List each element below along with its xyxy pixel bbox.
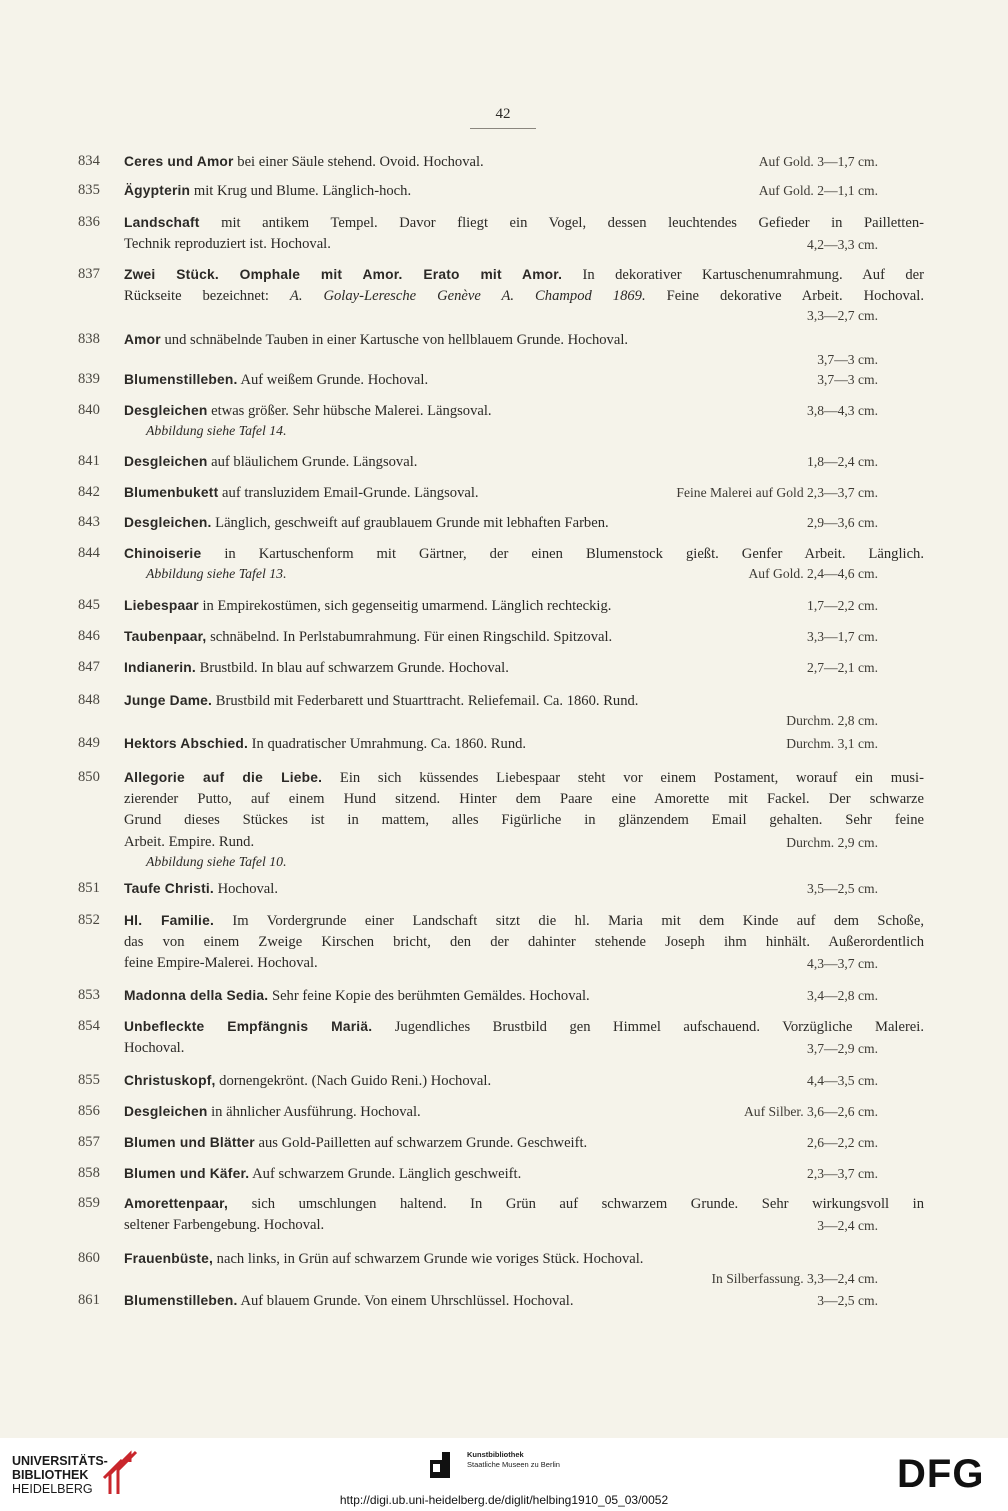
entry-text-wrap (124, 1251, 643, 1267)
entry-description: Brustbild mit Federbarett und Stuarttracht. Reliefemail. Ca. 1860. Rund. (212, 693, 639, 709)
entry-text-line (124, 1132, 924, 1154)
entry-text-line (124, 1193, 924, 1215)
entry-measurement: 2,6—2,2 cm. (807, 1135, 878, 1150)
entry-measurement: 2,9—3,6 cm. (807, 515, 878, 530)
entry-text-line (124, 451, 924, 473)
entry-text-line (124, 543, 924, 565)
page-number: 42 (495, 106, 511, 122)
entry-text-line (124, 512, 924, 534)
entry-text-wrap (124, 1135, 587, 1151)
entry-text-line (124, 767, 924, 789)
entry-text-line (124, 1163, 924, 1185)
entry-text-line (124, 1038, 924, 1060)
entry-number: 849 (78, 735, 100, 751)
entry-description: seltener Farbengebung. Hochoval. (124, 1216, 325, 1233)
entry-description: Arbeit. Empire. Rund. (124, 833, 255, 850)
entry-title: Frauenbüste, (124, 1251, 214, 1266)
entry-title: Hektors Abschied. (124, 736, 249, 751)
entry-text-wrap (124, 1217, 324, 1233)
entry-description: in ähnlicher Ausführung. Hochoval. (207, 1104, 421, 1120)
entry-text-line (124, 878, 924, 900)
entry-measurement-line (124, 1270, 924, 1288)
entry-number: 843 (78, 514, 100, 530)
entry-description: mit Krug und Blume. Länglich-hoch. (190, 183, 412, 199)
entry-text-line (124, 286, 924, 308)
entry-measurement: 3,4—2,8 cm. (807, 988, 878, 1003)
entry-text-line (124, 810, 924, 832)
catalog-entry (78, 369, 924, 391)
entry-description: in Empirekostümen, sich gegenseitig umarmend. Länglich rechteckig. (198, 598, 612, 614)
footer-bar (0, 1438, 1008, 1511)
entry-measurement: 4,2—3,3 cm. (807, 236, 878, 252)
entry-number: 837 (78, 266, 100, 282)
entry-title: Blumenbukett (124, 485, 219, 500)
entry-text-line (124, 1016, 924, 1038)
entry-description: sich umschlungen haltend. In Grün auf schwarzem Grunde. Sehr wirkungsvoll in (228, 1196, 924, 1212)
entry-text-wrap (124, 154, 484, 170)
entry-title: Landschaft (124, 215, 200, 230)
entry-text-line (124, 180, 924, 202)
entry-text-line (124, 690, 924, 712)
entry-measurement: Durchm. 2,8 cm. (786, 712, 878, 728)
entry-text-line (124, 234, 924, 256)
entry-measurement: 2,3—3,7 cm. (807, 1166, 878, 1181)
catalog-entry (78, 180, 924, 202)
entry-measurement: 3,7—2,9 cm. (807, 1040, 878, 1056)
entry-text-line (124, 400, 924, 422)
entry-text-wrap (124, 934, 924, 950)
entry-text-wrap (124, 913, 924, 929)
entry-measurement: 3—2,4 cm. (817, 1217, 878, 1233)
entry-measurement: Auf Gold. 3—1,7 cm. (758, 154, 878, 169)
entry-measurement: 3,7—3 cm. (817, 351, 878, 367)
entry-text-wrap (124, 1040, 184, 1056)
ub-heidelberg-emblem-icon (100, 1448, 140, 1498)
entry-measurement: 1,8—2,4 cm. (807, 454, 878, 469)
entry-text-wrap (124, 403, 492, 419)
ub-heidelberg-logo-text[interactable] (12, 1454, 108, 1496)
entry-text-line (124, 264, 924, 286)
entry-measurement: 3,5—2,5 cm. (807, 881, 878, 896)
entry-text-line (124, 212, 924, 234)
entry-number: 844 (78, 545, 100, 561)
entry-measurement: 2,7—2,1 cm. (807, 660, 878, 675)
catalog-entry (78, 264, 924, 325)
catalog-entry (78, 329, 924, 369)
entry-title: Ceres und Amor (124, 154, 234, 169)
entry-description: In dekorativer Kartuschenumrahmung. Auf der (562, 267, 924, 283)
catalog-entry (78, 985, 924, 1007)
catalog-entry (78, 767, 924, 871)
entry-title: Zwei Stück. Omphale mit Amor. Erato mit Amor. (124, 267, 563, 282)
entry-title: Hl. Familie. (124, 913, 214, 928)
entry-text-line (124, 932, 924, 954)
entry-measurement: Auf Gold. 2—1,1 cm. (758, 183, 878, 198)
entry-inscription: A. Golay-Leresche Genève A. Champod 1869. (289, 287, 646, 304)
entry-text-wrap (124, 267, 924, 283)
entry-number: 852 (78, 912, 100, 928)
entry-title: Blumenstilleben. (124, 1293, 238, 1308)
entry-measurement-line (124, 712, 924, 730)
entry-description: schnäbelnd. In Perlstabumrahmung. Für einen Ringschild. Spitzoval. (206, 629, 613, 645)
catalog-entry (78, 1163, 924, 1185)
entry-text-wrap (124, 1104, 421, 1120)
entry-text-line (124, 1215, 924, 1237)
entry-description: dornengekrönt. (Nach Guido Reni.) Hochoval. (215, 1073, 492, 1089)
entry-text-wrap (124, 660, 509, 676)
entry-number: 851 (78, 880, 100, 896)
entry-title: Amor (124, 332, 161, 347)
entry-description: Auf weißem Grunde. Hochoval. (237, 372, 429, 388)
entry-title: Christuskopf, (124, 1073, 216, 1088)
entry-text-line (124, 733, 924, 755)
entry-description: aus Gold-Pailletten auf schwarzem Grunde. Geschweift. (254, 1135, 588, 1151)
entry-text-wrap (124, 988, 590, 1004)
catalog-entry (78, 657, 924, 679)
catalog-entry (78, 451, 924, 473)
entry-measurement: Durchm. 3,1 cm. (786, 736, 878, 751)
entry-description: Sehr feine Kopie des berühmten Gemäldes. Hochoval. (268, 988, 590, 1004)
entry-title: Desgleichen (124, 1104, 208, 1119)
entry-text-wrap (124, 770, 924, 786)
entry-text-wrap (124, 372, 428, 388)
entry-number: 856 (78, 1103, 100, 1119)
entry-text-line (124, 657, 924, 679)
catalog-entry (78, 690, 924, 730)
entry-description: Hochoval. (124, 1039, 185, 1056)
entry-description: Ein sich küssendes Liebespaar steht vor einem Postament, worauf ein musi- (322, 770, 924, 786)
entry-number: 850 (78, 769, 100, 785)
entry-text-line (124, 910, 924, 932)
entry-title: Unbefleckte Empfängnis Mariä. (124, 1019, 373, 1034)
catalog-entry (78, 400, 924, 440)
entry-number: 854 (78, 1018, 100, 1034)
entry-number: 839 (78, 371, 100, 387)
entry-title: Taufe Christi. (124, 881, 214, 896)
entry-number: 840 (78, 402, 100, 418)
entry-text-line (124, 1248, 924, 1270)
entry-text-wrap (124, 546, 924, 562)
entry-title: Blumen und Blätter (124, 1135, 255, 1150)
entry-text-wrap (124, 454, 417, 470)
entry-number: 835 (78, 182, 100, 198)
ub-line-1: UNIVERSITÄTS- (12, 1454, 108, 1468)
entry-measurement-line (124, 351, 924, 369)
catalog-entry (78, 733, 924, 755)
entry-text-wrap (124, 598, 611, 614)
entry-measurement: Feine Malerei auf Gold 2,3—3,7 cm. (676, 485, 878, 500)
entry-description: etwas größer. Sehr hübsche Malerei. Längsoval. (207, 403, 492, 419)
entry-text-line (124, 832, 924, 854)
entry-text-line (124, 626, 924, 648)
entry-text-line (124, 369, 924, 391)
entry-text-wrap (124, 955, 318, 971)
entry-text-wrap (124, 183, 411, 199)
ub-line-3: HEIDELBERG (12, 1482, 93, 1496)
entry-description: Rückseite bezeichnet: (124, 287, 290, 304)
entry-description: in Kartuschenform mit Gärtner, der einen Blumenstock gießt. Genfer Arbeit. Länglich. (201, 546, 924, 562)
entry-text-wrap (124, 881, 278, 897)
entry-title: Desgleichen. (124, 515, 212, 530)
entry-measurement: Durchm. 2,9 cm. (786, 834, 878, 850)
entry-text-wrap (124, 1019, 924, 1035)
entry-text-wrap (124, 1196, 924, 1212)
catalog-entry (78, 910, 924, 975)
entry-number: 838 (78, 331, 100, 347)
entry-text-line (124, 595, 924, 617)
entry-description: Jugendliches Brustbild gen Himmel aufschauend. Vorzügliche Malerei. (372, 1019, 924, 1035)
entry-text-wrap (124, 736, 526, 752)
page-number-rule (470, 128, 536, 129)
entry-title: Indianerin. (124, 660, 196, 675)
entry-text-wrap (124, 215, 924, 231)
entry-number: 857 (78, 1134, 100, 1150)
entry-text-wrap (124, 515, 609, 531)
entry-description: Auf blauem Grunde. Von einem Uhrschlüssel. Hochoval. (237, 1293, 574, 1309)
figure-reference (124, 422, 924, 440)
catalog-entry (78, 1070, 924, 1092)
entry-title: Blumenstilleben. (124, 372, 238, 387)
entry-number: 860 (78, 1250, 100, 1266)
entry-number: 842 (78, 484, 100, 500)
entry-description: mit antikem Tempel. Davor fliegt ein Vogel, dessen leuchtendes Gefieder in Pailletten- (199, 215, 924, 231)
kunstbibliothek-logo-icon (430, 1452, 450, 1482)
entry-description: Feine dekorative Arbeit. Hochoval. (645, 287, 924, 304)
catalog-entry (78, 212, 924, 255)
catalog-entry (78, 1016, 924, 1059)
entry-text-line (124, 329, 924, 351)
dfg-logo[interactable]: DFG (897, 1452, 985, 1496)
entry-text-wrap (124, 1073, 491, 1089)
entry-number: 847 (78, 659, 100, 675)
catalog-entry (78, 1132, 924, 1154)
entry-title: Amorettenpaar, (124, 1196, 229, 1211)
entry-number: 858 (78, 1165, 100, 1181)
entry-text-wrap (124, 812, 924, 828)
entry-measurement: 4,3—3,7 cm. (807, 956, 878, 971)
entry-measurement: In Silberfassung. 3,3—2,4 cm. (711, 1270, 878, 1286)
entry-description: In quadratischer Umrahmung. Ca. 1860. Rund. (248, 736, 527, 752)
catalog-entry (78, 151, 924, 173)
entry-measurement: 3—2,5 cm. (817, 1293, 878, 1308)
figure-reference (124, 565, 924, 583)
catalog-entry (78, 1193, 924, 1236)
entry-measurement: 3,7—3 cm. (817, 372, 878, 387)
entry-measurement: 3,8—4,3 cm. (807, 403, 878, 418)
entry-number: 859 (78, 1195, 100, 1211)
entry-text-wrap (124, 485, 479, 501)
entry-description: feine Empire-Malerei. Hochoval. (124, 955, 318, 971)
entry-measurement: Auf Gold. 2,4—4,6 cm. (748, 565, 878, 581)
entry-text-wrap (124, 236, 331, 252)
entry-description: nach links, in Grün auf schwarzem Grunde wie voriges Stück. Hochoval. (213, 1251, 644, 1267)
entry-title: Blumen und Käfer. (124, 1166, 250, 1181)
entry-title: Desgleichen (124, 454, 208, 469)
catalog-entry (78, 1248, 924, 1288)
kunstbibliothek-text[interactable] (467, 1450, 560, 1470)
catalog-entry (78, 543, 924, 583)
catalog-entry (78, 878, 924, 900)
entry-text-wrap (124, 791, 924, 807)
entry-title: Taubenpaar, (124, 629, 207, 644)
entry-text-line (124, 953, 924, 975)
entry-text-wrap (124, 288, 924, 304)
entry-text-line (124, 1101, 924, 1123)
entry-measurement: Auf Silber. 3,6—2,6 cm. (743, 1104, 878, 1119)
entry-number: 846 (78, 628, 100, 644)
entry-text-line (124, 1290, 924, 1312)
entry-measurement: 1,7—2,2 cm. (807, 598, 878, 613)
entry-text-line (124, 1070, 924, 1092)
entry-title: Allegorie auf die Liebe. (124, 770, 323, 785)
entry-number: 853 (78, 987, 100, 1003)
figure-reference-text: Abbildung siehe Tafel 14. (146, 422, 287, 438)
entry-description: Technik reproduziert ist. Hochoval. (124, 235, 331, 252)
entry-title: Madonna della Sedia. (124, 988, 269, 1003)
entry-description: Im Vordergrunde einer Landschaft sitzt die hl. Maria mit dem Kinde auf dem Schoße, (214, 913, 924, 929)
entry-text-wrap (124, 834, 254, 850)
entry-text-line (124, 985, 924, 1007)
catalog-entry (78, 626, 924, 648)
catalog-entry (78, 1101, 924, 1123)
entry-title: Junge Dame. (124, 693, 213, 708)
catalog-entry (78, 512, 924, 534)
page-url[interactable]: http://digi.ub.uni-heidelberg.de/diglit/helbing1910_05_03/0052 (339, 1493, 669, 1507)
catalog-entry (78, 482, 924, 504)
figure-reference (124, 853, 924, 871)
figure-reference-text: Abbildung siehe Tafel 13. (146, 565, 287, 581)
entry-description: und schnäbelnde Tauben in einer Kartusche von hellblauem Grunde. Hochoval. (160, 332, 629, 348)
entry-text-wrap (124, 332, 628, 348)
entry-measurement: 4,4—3,5 cm. (807, 1073, 878, 1088)
entry-number: 848 (78, 692, 100, 708)
entry-description: Grund dieses Stückes ist in mattem, alles Figürliche in glänzendem Email gehalten. Sehr feine (124, 812, 924, 828)
entry-description: Länglich, geschweift auf graublauem Grunde mit lebhaften Farben. (211, 515, 609, 531)
entry-description: auf bläulichem Grunde. Längsoval. (207, 454, 418, 470)
entry-text-wrap (124, 1166, 521, 1182)
kb-line-2: Staatliche Museen zu Berlin (467, 1460, 560, 1469)
entry-number: 861 (78, 1292, 100, 1308)
entry-description: Brustbild. In blau auf schwarzem Grunde. Hochoval. (195, 660, 509, 676)
entry-text-wrap (124, 629, 612, 645)
catalog-entry (78, 595, 924, 617)
entry-description: Auf schwarzem Grunde. Länglich geschweift. (249, 1166, 522, 1182)
entry-title: Chinoiserie (124, 546, 202, 561)
catalog-entry (78, 1290, 924, 1312)
entry-number: 855 (78, 1072, 100, 1088)
entry-measurement: 3,3—2,7 cm. (807, 308, 878, 323)
entry-text-line (124, 151, 924, 173)
entry-text-line (124, 482, 924, 504)
entry-number: 836 (78, 214, 100, 230)
entry-title: Ägypterin (124, 183, 191, 198)
entry-description: auf transluzidem Email-Grunde. Längsoval. (218, 485, 479, 501)
entry-title: Desgleichen (124, 403, 208, 418)
entry-text-line (124, 789, 924, 811)
entry-description: das von einem Zweige Kirschen bricht, den der dahinter stehende Joseph ihm hinhält. Außerordentlich (124, 933, 924, 950)
entry-number: 841 (78, 453, 100, 469)
entry-number: 834 (78, 153, 100, 169)
entry-description: bei einer Säule stehend. Ovoid. Hochoval. (233, 154, 484, 170)
entry-number: 845 (78, 597, 100, 613)
entry-description: Hochoval. (213, 881, 278, 897)
entry-description: zierender Putto, auf einem Hund sitzend. Hinter dem Paare eine Amorette mit Fackel. Der schwarze (124, 790, 924, 807)
entry-text-wrap (124, 1293, 573, 1309)
entry-measurement-line (124, 307, 924, 325)
entry-text-wrap (124, 693, 638, 709)
entry-measurement: 3,3—1,7 cm. (807, 629, 878, 644)
figure-reference-text: Abbildung siehe Tafel 10. (146, 854, 287, 869)
entry-title: Liebespaar (124, 598, 199, 613)
ub-line-2: BIBLIOTHEK (12, 1468, 89, 1482)
kb-line-1: Kunstbibliothek (467, 1450, 524, 1459)
